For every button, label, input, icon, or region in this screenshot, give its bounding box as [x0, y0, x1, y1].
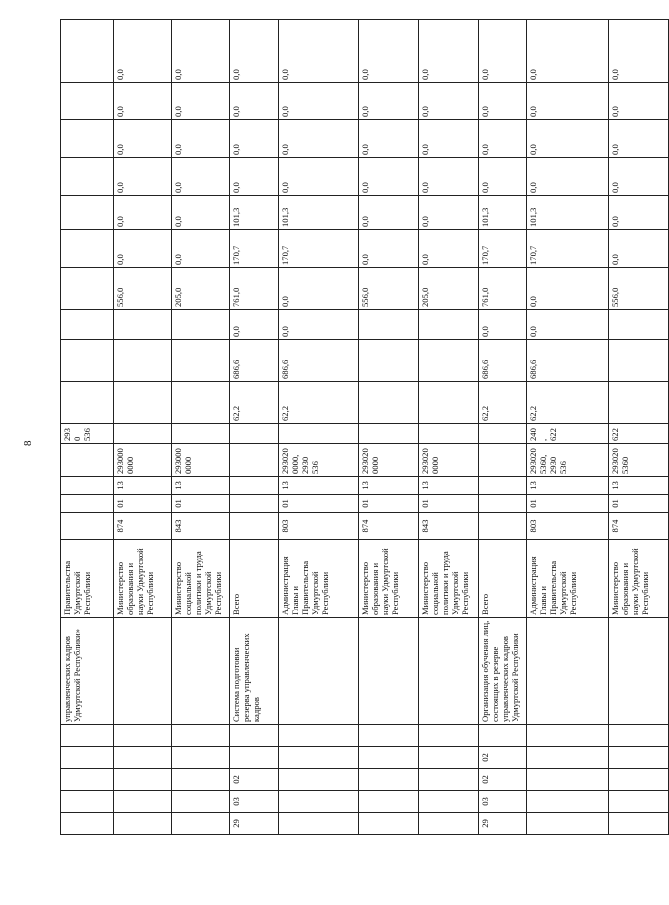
table-cell: 01	[527, 495, 609, 513]
table-cell: Администрация Главы и Правительства Удмуртской Республики	[279, 540, 359, 618]
table-cell: 62,2	[279, 382, 359, 424]
table-cell: 0,0	[359, 230, 419, 268]
table-cell: 13	[419, 477, 479, 495]
table-cell	[172, 618, 230, 725]
table-cell	[61, 769, 114, 791]
table-cell	[279, 791, 359, 813]
table-row	[230, 20, 279, 835]
table-cell	[172, 747, 230, 769]
table-cell: 293020 5360, 2930 536	[527, 444, 609, 477]
table-cell	[359, 725, 419, 747]
table-cell: Всего	[479, 540, 527, 618]
table-cell: 0,0	[114, 158, 172, 196]
table-cell	[172, 769, 230, 791]
table-cell: 0,0	[419, 83, 479, 120]
table-cell	[609, 725, 669, 747]
table-cell	[230, 424, 279, 444]
table-cell: 01	[279, 495, 359, 513]
table-cell: 293020 0000	[359, 444, 419, 477]
table-cell	[527, 618, 609, 725]
table-cell: 0,0	[479, 310, 527, 340]
table-cell: 0,0	[527, 83, 609, 120]
table-cell: 293020 0000, 2930 536	[279, 444, 359, 477]
table-cell	[609, 791, 669, 813]
table-cell	[279, 725, 359, 747]
table-cell: 0,0	[114, 20, 172, 83]
table-cell	[61, 20, 114, 83]
table-cell: 556,0	[114, 268, 172, 310]
table-cell: 761,0	[479, 268, 527, 310]
table-cell	[61, 268, 114, 310]
table-row	[527, 20, 609, 835]
table-cell	[419, 747, 479, 769]
table-cell	[61, 495, 114, 513]
table-cell	[359, 813, 419, 835]
table-cell	[609, 769, 669, 791]
table-cell: 0,0	[527, 120, 609, 158]
table-cell	[114, 382, 172, 424]
table-cell: 556,0	[359, 268, 419, 310]
table-cell: 101,3	[527, 196, 609, 230]
table-row	[609, 20, 669, 835]
table-cell: 13	[114, 477, 172, 495]
table-cell	[609, 340, 669, 382]
table-cell	[479, 495, 527, 513]
table-cell: Всего	[230, 540, 279, 618]
table-cell: 170,7	[230, 230, 279, 268]
table-cell: 0,0	[609, 20, 669, 83]
table-cell	[359, 424, 419, 444]
table-cell: 0,0	[527, 310, 609, 340]
table-cell: 0,0	[279, 310, 359, 340]
table-cell	[419, 340, 479, 382]
table-row	[279, 20, 359, 835]
table-cell	[61, 477, 114, 495]
table-row	[479, 20, 527, 835]
table-cell	[61, 340, 114, 382]
table-cell	[479, 424, 527, 444]
rotated-table-container	[60, 20, 650, 835]
table-cell: 170,7	[279, 230, 359, 268]
table-cell: 62,2	[230, 382, 279, 424]
table-cell: 0,0	[172, 230, 230, 268]
table-cell: 0,0	[230, 158, 279, 196]
table-row	[61, 20, 114, 835]
table-cell: 01	[609, 495, 669, 513]
table-cell: 293020 5360	[609, 444, 669, 477]
table-cell: 0,0	[230, 310, 279, 340]
table-cell	[114, 769, 172, 791]
table-cell: Правительства Удмуртской Республики	[61, 540, 114, 618]
table-cell: 686,6	[527, 340, 609, 382]
table-cell: 556,0	[609, 268, 669, 310]
table-cell	[609, 618, 669, 725]
table-cell	[230, 444, 279, 477]
table-cell	[61, 382, 114, 424]
table-cell: 13	[172, 477, 230, 495]
table-cell: 686,6	[279, 340, 359, 382]
table-cell	[419, 618, 479, 725]
table-cell: 01	[114, 495, 172, 513]
table-cell	[230, 747, 279, 769]
table-cell: 0,0	[609, 120, 669, 158]
table-cell: 0,0	[230, 20, 279, 83]
table-cell	[609, 747, 669, 769]
table-cell	[359, 618, 419, 725]
table-cell	[279, 618, 359, 725]
table-cell: 0,0	[172, 20, 230, 83]
table-cell: Администрация Главы и Правительства Удмуртской Республики	[527, 540, 609, 618]
budget-table	[60, 19, 669, 835]
table-cell: 874	[359, 513, 419, 540]
table-cell	[172, 725, 230, 747]
table-cell: 686,6	[230, 340, 279, 382]
table-cell: 02	[479, 747, 527, 769]
table-cell: 02	[230, 769, 279, 791]
table-cell: 0,0	[359, 158, 419, 196]
table-cell	[609, 382, 669, 424]
table-cell: 13	[279, 477, 359, 495]
table-cell: 0,0	[359, 120, 419, 158]
table-cell: 2930 536	[61, 424, 114, 444]
table-cell: 0,0	[419, 120, 479, 158]
table-cell	[419, 813, 479, 835]
table-cell	[61, 120, 114, 158]
table-cell: 62,2	[479, 382, 527, 424]
table-cell: 293000 0000	[114, 444, 172, 477]
table-cell: 0,0	[479, 158, 527, 196]
table-cell: 0,0	[172, 158, 230, 196]
table-row	[114, 20, 172, 835]
table-cell: 0,0	[527, 268, 609, 310]
table-cell: 101,3	[230, 196, 279, 230]
table-cell	[359, 747, 419, 769]
table-cell: 803	[527, 513, 609, 540]
table-cell	[114, 310, 172, 340]
table-cell: 0,0	[172, 196, 230, 230]
table-cell	[479, 477, 527, 495]
table-cell: 843	[419, 513, 479, 540]
table-cell	[479, 513, 527, 540]
table-cell	[230, 725, 279, 747]
table-cell	[279, 813, 359, 835]
table-cell: 0,0	[279, 83, 359, 120]
table-cell	[230, 477, 279, 495]
table-cell: 0,0	[279, 20, 359, 83]
table-cell: 0,0	[279, 158, 359, 196]
table-cell: 0,0	[172, 120, 230, 158]
table-cell	[609, 813, 669, 835]
table-cell: 0,0	[419, 230, 479, 268]
table-cell	[114, 424, 172, 444]
table-cell	[419, 769, 479, 791]
table-cell	[419, 310, 479, 340]
table-cell: 0,0	[359, 196, 419, 230]
table-cell	[279, 424, 359, 444]
table-cell	[114, 791, 172, 813]
table-cell: Система подготовки резерва управленческих кадров	[230, 618, 279, 725]
table-cell: 0,0	[419, 20, 479, 83]
table-cell: Министерство образования и науки Удмуртской Республики	[114, 540, 172, 618]
table-cell	[279, 747, 359, 769]
table-cell: 240, 622	[527, 424, 609, 444]
table-cell: 0,0	[479, 120, 527, 158]
table-row	[419, 20, 479, 835]
table-cell	[230, 495, 279, 513]
table-cell: 13	[359, 477, 419, 495]
table-row	[359, 20, 419, 835]
table-cell: 13	[527, 477, 609, 495]
table-cell: 622	[609, 424, 669, 444]
table-cell	[114, 340, 172, 382]
table-cell	[419, 382, 479, 424]
table-cell: 874	[609, 513, 669, 540]
table-cell: Министерство образования и науки Удмуртской Республики	[359, 540, 419, 618]
table-cell: 0,0	[609, 83, 669, 120]
table-cell: 101,3	[279, 196, 359, 230]
table-cell	[172, 424, 230, 444]
table-cell: 03	[479, 791, 527, 813]
table-cell	[527, 769, 609, 791]
table-cell	[172, 813, 230, 835]
table-cell: 02	[479, 769, 527, 791]
table-cell: 0,0	[114, 120, 172, 158]
table-cell: 874	[114, 513, 172, 540]
table-row	[172, 20, 230, 835]
table-cell: 13	[609, 477, 669, 495]
table-cell: 01	[172, 495, 230, 513]
table-cell: 01	[359, 495, 419, 513]
table-cell: 0,0	[230, 120, 279, 158]
table-cell: 0,0	[172, 83, 230, 120]
table-cell	[61, 310, 114, 340]
table-cell	[479, 725, 527, 747]
table-cell	[61, 83, 114, 120]
table-cell: 803	[279, 513, 359, 540]
table-cell	[172, 340, 230, 382]
table-cell	[359, 340, 419, 382]
table-cell	[61, 230, 114, 268]
table-cell	[359, 310, 419, 340]
table-cell	[359, 791, 419, 813]
table-cell	[479, 444, 527, 477]
table-cell	[61, 747, 114, 769]
table-cell: 0,0	[609, 230, 669, 268]
table-cell: 293020 0000	[419, 444, 479, 477]
table-cell: 205,0	[172, 268, 230, 310]
table-cell: 293000 0000	[172, 444, 230, 477]
table-cell	[61, 444, 114, 477]
table-cell: 843	[172, 513, 230, 540]
table-cell	[61, 158, 114, 196]
table-cell: 0,0	[114, 230, 172, 268]
table-cell: 170,7	[479, 230, 527, 268]
table-cell	[419, 424, 479, 444]
table-cell: 761,0	[230, 268, 279, 310]
table-cell	[527, 747, 609, 769]
table-cell	[419, 725, 479, 747]
table-cell	[279, 769, 359, 791]
table-cell: 03	[230, 791, 279, 813]
table-cell	[61, 725, 114, 747]
table-cell	[61, 813, 114, 835]
table-cell	[527, 791, 609, 813]
table-cell: 01	[419, 495, 479, 513]
table-cell: 0,0	[279, 120, 359, 158]
table-cell	[172, 791, 230, 813]
table-cell: 205,0	[419, 268, 479, 310]
table-cell	[61, 513, 114, 540]
table-cell: 0,0	[527, 20, 609, 83]
table-cell: 0,0	[419, 196, 479, 230]
table-cell: Министерство социальной политики и труда Удмуртской Республики	[419, 540, 479, 618]
table-cell: 0,0	[114, 196, 172, 230]
table-cell: 101,3	[479, 196, 527, 230]
table-cell: 686,6	[479, 340, 527, 382]
table-cell	[359, 382, 419, 424]
table-cell: 0,0	[609, 158, 669, 196]
table-cell	[114, 813, 172, 835]
table-cell: Министерство социальной политики и труда Удмуртской Республики	[172, 540, 230, 618]
table-cell	[609, 310, 669, 340]
table-cell: 29	[230, 813, 279, 835]
table-cell	[172, 382, 230, 424]
table-cell: 0,0	[479, 83, 527, 120]
table-cell	[114, 725, 172, 747]
table-cell	[61, 196, 114, 230]
table-cell: 0,0	[359, 20, 419, 83]
table-cell: 0,0	[479, 20, 527, 83]
table-cell	[527, 725, 609, 747]
table-cell: 0,0	[114, 83, 172, 120]
table-cell: 29	[479, 813, 527, 835]
page-number: 8	[22, 440, 34, 446]
table-cell: 62,2	[527, 382, 609, 424]
table-cell	[172, 310, 230, 340]
table-cell	[114, 618, 172, 725]
table-cell	[114, 747, 172, 769]
table-cell: Министерство образования и науки Удмуртской Республики	[609, 540, 669, 618]
table-cell	[61, 791, 114, 813]
table-cell: 0,0	[359, 83, 419, 120]
table-cell: Организация обучения лиц, состоящих в резерве управленческих кадров Удмуртской Республики	[479, 618, 527, 725]
table-cell: 0,0	[279, 268, 359, 310]
table-cell: 0,0	[419, 158, 479, 196]
table-cell: управленческих кадров Удмуртской Республики»	[61, 618, 114, 725]
table-cell	[359, 769, 419, 791]
table-cell: 0,0	[230, 83, 279, 120]
table-cell	[527, 813, 609, 835]
table-cell: 0,0	[527, 158, 609, 196]
table-cell: 0,0	[609, 196, 669, 230]
table-cell: 170,7	[527, 230, 609, 268]
table-cell	[230, 513, 279, 540]
table-cell	[419, 791, 479, 813]
